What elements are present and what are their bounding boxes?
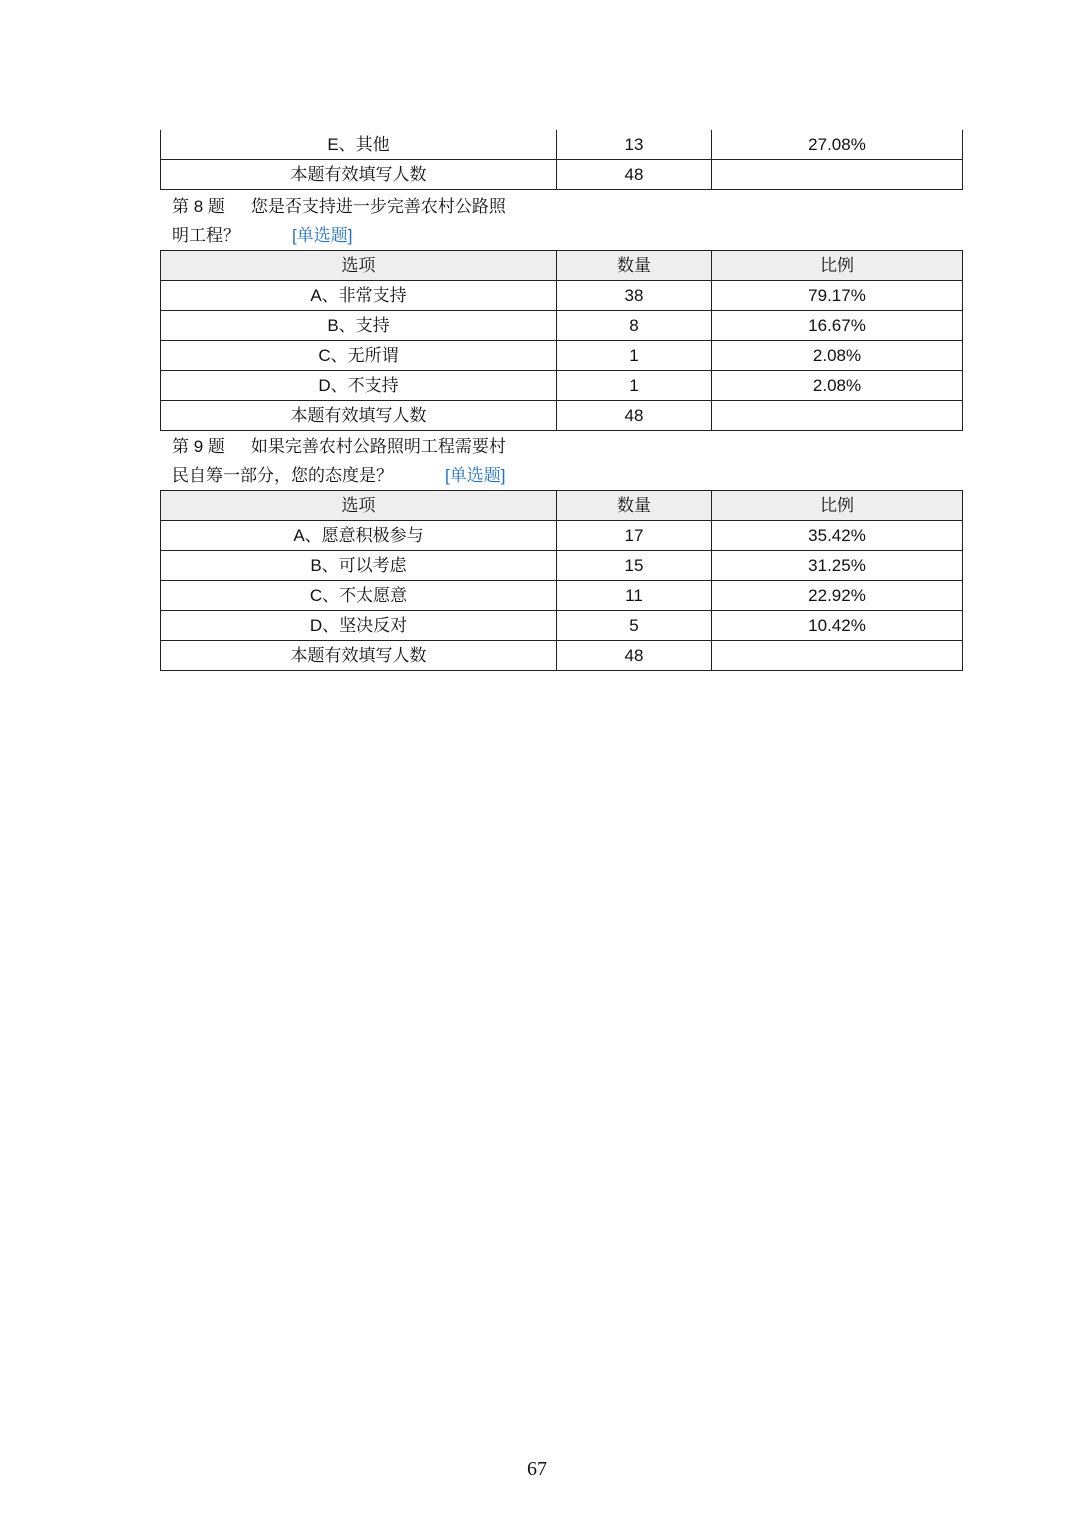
table-row bbox=[161, 551, 963, 581]
table-row bbox=[161, 611, 963, 641]
page-number: 67 bbox=[527, 1458, 547, 1480]
ratio-cell: 27.08% bbox=[712, 130, 963, 160]
option-cell: 本题有效填写人数 bbox=[161, 641, 557, 671]
table-row-total bbox=[161, 401, 963, 431]
count-cell: 48 bbox=[557, 641, 712, 671]
question-9-text-1: 如果完善农村公路照明工程需要村 bbox=[250, 437, 506, 456]
table-row-total bbox=[161, 641, 963, 671]
header-ratio: 比例 bbox=[712, 251, 963, 281]
table-row bbox=[161, 281, 963, 311]
count-cell: 11 bbox=[557, 581, 712, 611]
question-9-title bbox=[172, 432, 552, 490]
count-cell: 13 bbox=[557, 130, 712, 160]
ratio-cell: 35.42% bbox=[712, 521, 963, 551]
option-cell: B、可以考虑 bbox=[161, 551, 557, 581]
ratio-cell: 2.08% bbox=[712, 371, 963, 401]
question-8-title bbox=[172, 192, 552, 250]
ratio-cell bbox=[712, 401, 963, 431]
option-cell: C、不太愿意 bbox=[161, 581, 557, 611]
ratio-cell: 31.25% bbox=[712, 551, 963, 581]
header-ratio: 比例 bbox=[712, 491, 963, 521]
table-row bbox=[161, 581, 963, 611]
header-count: 数量 bbox=[557, 251, 712, 281]
option-cell: A、非常支持 bbox=[161, 281, 557, 311]
table-row bbox=[161, 521, 963, 551]
header-option: 选项 bbox=[161, 491, 557, 521]
table-row bbox=[161, 130, 963, 160]
header-count: 数量 bbox=[557, 491, 712, 521]
table-row bbox=[161, 371, 963, 401]
ratio-cell: 2.08% bbox=[712, 341, 963, 371]
question-9-number: 第 9 题 bbox=[172, 437, 225, 456]
table-row bbox=[161, 341, 963, 371]
option-cell: E、其他 bbox=[161, 130, 557, 160]
count-cell: 1 bbox=[557, 341, 712, 371]
question-9-line1 bbox=[172, 432, 552, 461]
question-9-line2 bbox=[172, 461, 552, 490]
table-header-row bbox=[161, 251, 963, 281]
table-row-total bbox=[161, 160, 963, 190]
question-9-type: [单选题] bbox=[445, 466, 506, 485]
ratio-cell: 10.42% bbox=[712, 611, 963, 641]
count-cell: 8 bbox=[557, 311, 712, 341]
option-cell: B、支持 bbox=[161, 311, 557, 341]
count-cell: 5 bbox=[557, 611, 712, 641]
question-8-text-1: 您是否支持进一步完善农村公路照 bbox=[250, 197, 506, 216]
count-cell: 1 bbox=[557, 371, 712, 401]
q8-results-table bbox=[160, 250, 963, 431]
option-cell: A、愿意积极参与 bbox=[161, 521, 557, 551]
ratio-cell: 79.17% bbox=[712, 281, 963, 311]
table-header-row bbox=[161, 491, 963, 521]
count-cell: 48 bbox=[557, 160, 712, 190]
question-8-line2 bbox=[172, 221, 552, 250]
q9-results-table bbox=[160, 490, 963, 671]
option-cell: 本题有效填写人数 bbox=[161, 401, 557, 431]
q7-results-table bbox=[160, 130, 963, 190]
option-cell: C、无所谓 bbox=[161, 341, 557, 371]
question-8-line1 bbox=[172, 192, 552, 221]
question-8-number: 第 8 题 bbox=[172, 197, 225, 216]
table-row bbox=[161, 311, 963, 341]
question-9-text-2: 民自筹一部分，您的态度是？ bbox=[172, 466, 393, 485]
question-8-type: [单选题] bbox=[292, 226, 353, 245]
ratio-cell: 16.67% bbox=[712, 311, 963, 341]
count-cell: 48 bbox=[557, 401, 712, 431]
option-cell: D、坚决反对 bbox=[161, 611, 557, 641]
header-option: 选项 bbox=[161, 251, 557, 281]
option-cell: D、不支持 bbox=[161, 371, 557, 401]
count-cell: 17 bbox=[557, 521, 712, 551]
ratio-cell: 22.92% bbox=[712, 581, 963, 611]
question-8-text-2: 明工程？ bbox=[172, 226, 240, 245]
ratio-cell bbox=[712, 160, 963, 190]
count-cell: 38 bbox=[557, 281, 712, 311]
ratio-cell bbox=[712, 641, 963, 671]
option-cell: 本题有效填写人数 bbox=[161, 160, 557, 190]
count-cell: 15 bbox=[557, 551, 712, 581]
